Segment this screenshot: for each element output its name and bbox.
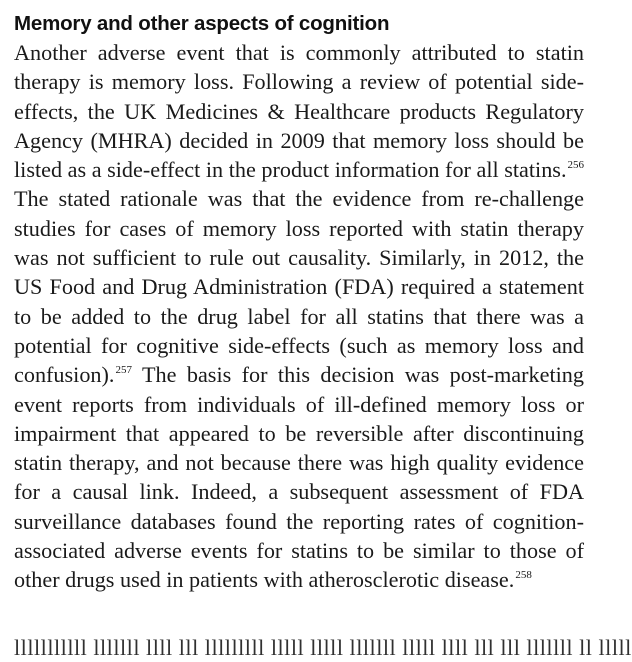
paragraph-text-part-3: The basis for this decision was post-marketing event reports from individuals of ill-defined memory loss or impairment that appeared to be reversible after discontinuing statin therapy, and not because there was high quality evidence for a causal link. Indeed, a subsequent assessment of FDA surveillance databases found the reporting rates of cognition-associated adverse events for statins to be similar to those of other drugs used in patients with atherosclerotic disease. [14, 362, 584, 593]
paragraph-text-part-2: The stated rationale was that the evidence from re-challenge studies for cases of memory loss reported with statin therapy was not sufficient to rule out causality. Similarly, in 2012, the US Food and Drug Administration (FDA) required a statement to be added to the drug label for all statins that there was a potential for cognitive side-effects (such as memory loss and confusion). [14, 186, 584, 388]
citation-257[interactable]: 257 [115, 364, 132, 377]
next-paragraph-cutoff: lllllllllll lllllll llll lll lllllllll lllll lllll lllllll lllll llll lll lll lllllll ll lllll [14, 635, 632, 660]
paragraph-text-part-1: Another adverse event that is commonly attributed to statin therapy is memory loss. Following a review of potential side-effects, the UK Medicines & Healthcare products Regulatory Agency (MHRA) decided in 2009 that memory loss should be listed as a side-effect in the product information for all statins. [14, 40, 584, 183]
section-paragraph [14, 38, 584, 595]
citation-256[interactable]: 256 [567, 159, 584, 172]
section-heading: Memory and other aspects of cognition [14, 12, 390, 35]
citation-258[interactable]: 258 [515, 569, 532, 582]
article-section [14, 10, 584, 595]
